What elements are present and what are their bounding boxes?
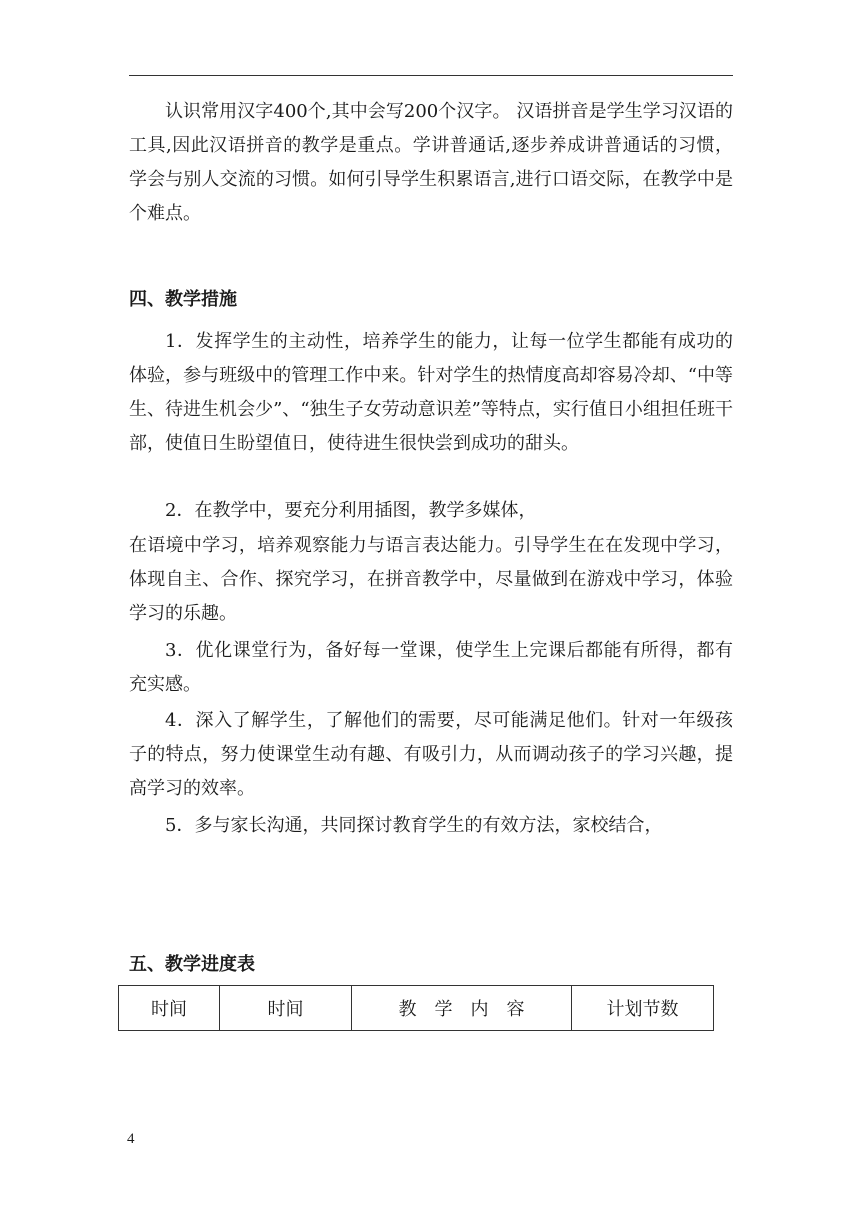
table-header-cell: 时间 bbox=[119, 986, 220, 1031]
measure-1-paragraph: 1．发挥学生的主动性，培养学生的能力，让每一位学生都能有成功的体验，参与班级中的管理工作中来。针对学生的热情度高却容易冷却、“中等生、待进生机会少”、“独生子女劳动意识差”等特点，实行值日小组担任班干部，使值日生盼望值日，使待进生很快尝到成功的甜头。 bbox=[129, 331, 733, 454]
section-heading-schedule: 五、教学进度表 bbox=[129, 954, 255, 975]
header-rule bbox=[129, 75, 733, 76]
table-header-cell: 时间 bbox=[220, 986, 352, 1031]
measure-2-paragraph-start: 2．在教学中，要充分利用插图，教学多媒体， bbox=[165, 500, 537, 521]
table-header-cell: 教 学 内 容 bbox=[352, 986, 572, 1031]
measure-2-paragraph-continued: 在语境中学习，培养观察能力与语言表达能力。引导学生在在发现中学习，体现自主、合作、探究学习，在拼音教学中，尽量做到在游戏中学习，体验学习的乐趣。 bbox=[129, 535, 733, 624]
measure-4-paragraph: 4．深入了解学生，了解他们的需要，尽可能满足他们。针对一年级孩子的特点，努力使课堂生动有趣、有吸引力，从而调动孩子的学习兴趣，提高学习的效率。 bbox=[129, 710, 733, 799]
schedule-table bbox=[118, 985, 714, 1031]
intro-paragraph: 认识常用汉字400个,其中会写200个汉字。 汉语拼音是学生学习汉语的工具,因此汉语拼音的教学是重点。学讲普通话,逐步养成讲普通话的习惯，学会与别人交流的习惯。如何引导学生积累语言,进行口语交际，在教学中是个难点。 bbox=[129, 101, 733, 224]
section-heading-measures: 四、教学措施 bbox=[129, 289, 237, 310]
table-header-row bbox=[119, 986, 714, 1031]
measure-3-paragraph: 3．优化课堂行为，备好每一堂课，使学生上完课后都能有所得，都有充实感。 bbox=[129, 640, 733, 695]
page-number: 4 bbox=[127, 1131, 135, 1147]
measure-5-paragraph: 5．多与家长沟通，共同探讨教育学生的有效方法，家校结合， bbox=[165, 815, 663, 836]
table-header-cell: 计划节数 bbox=[572, 986, 714, 1031]
